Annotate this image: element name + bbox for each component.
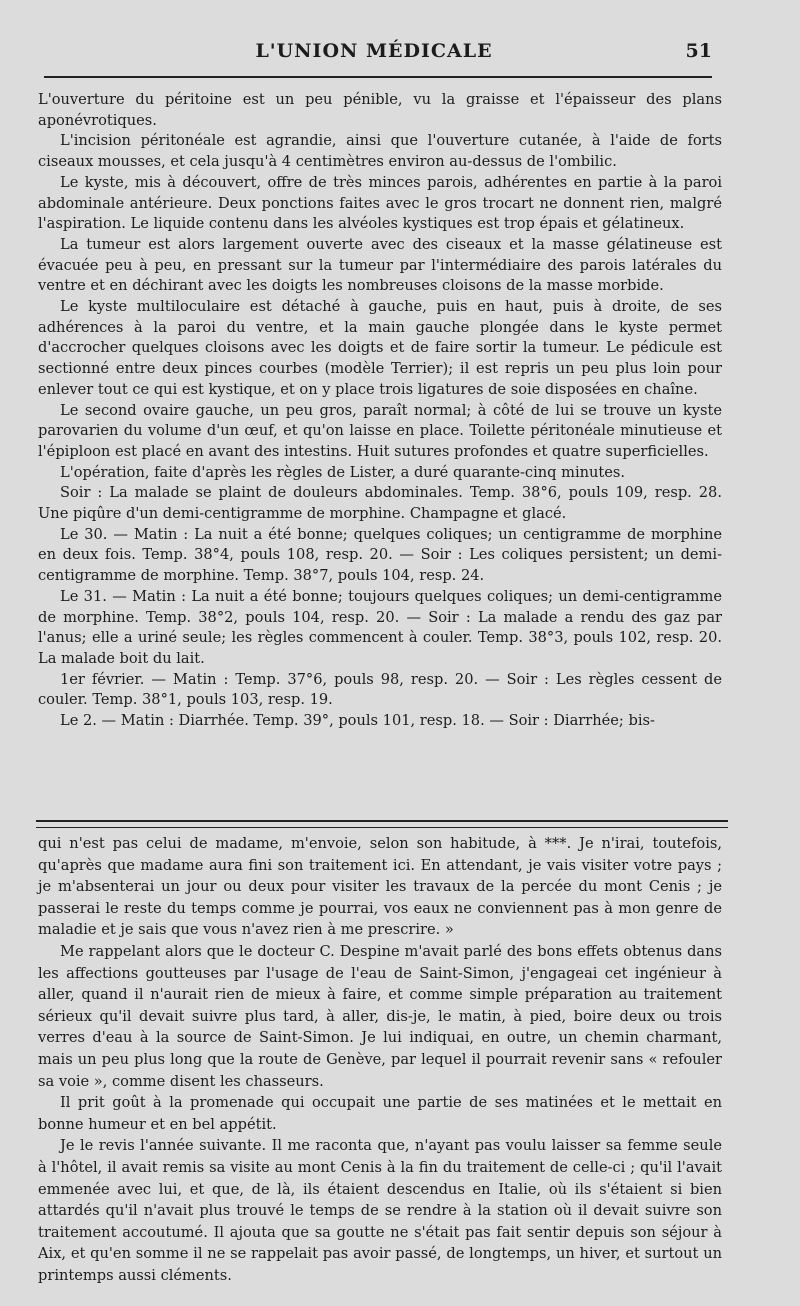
paragraph: Le kyste multiloculaire est détaché à gauche, puis en haut, puis à droite, de ses adhérences à la paroi du ventre, et la main gauche plongée dans le kyste permet d'accrocher quelques cloisons avec les doigts et de faire sortir la tumeur. Le pédicule est sectionné entre deux pinces courbes (modèle Terrier); il est repris un peu plus loin pour enlever tout ce qui est kystique, et on y place trois ligatures de soie disposées en chaîne. <box>38 298 722 398</box>
header-rule <box>44 76 712 78</box>
paragraph: L'ouverture du péritoine est un peu pénible, vu la graisse et l'épaisseur des plans aponévrotiques. <box>38 91 722 129</box>
page-number: 51 <box>685 40 712 62</box>
case-report-column <box>38 90 722 732</box>
paragraph: L'incision péritonéale est agrandie, ainsi que l'ouverture cutanée, à l'aide de forts ciseaux mousses, et cela jusqu'à 4 centimètres environ au-dessus de l'ombilic. <box>38 132 722 171</box>
running-title: L'UNION MÉDICALE <box>255 40 493 62</box>
paragraph: Je le revis l'année suivante. Il me raconta que, n'ayant pas voulu laisser sa femme seule à l'hôtel, il avait remis sa visite au mont Cenis à la fin du traitement de celle-ci ; qu'il l'avait emmenée avec lui, et que, de là, ils étaient descendus en Italie, où ils s'étaient si bien attardés qu'il n'avait plus trouvé le temps de se rendre à la station où il devait suivre son traitement accoutumé. Il ajouta que sa goutte ne s'était pas fait sentir depuis son séjour à Aix, et qu'en somme il ne se rappelait pas avoir passé, de longtemps, un hiver, et surtout un printemps aussi cléments. <box>38 1137 722 1284</box>
paragraph: Soir : La malade se plaint de douleurs abdominales. Temp. 38°6, pouls 109, resp. 28. Une piqûre d'un demi-centigramme de morphine. Champagne et glacé. <box>38 484 722 523</box>
paragraph: L'opération, faite d'après les règles de Lister, a duré quarante-cinq minutes. <box>60 463 626 481</box>
paragraph: Me rappelant alors que le docteur C. Despine m'avait parlé des bons effets obtenus dans les affections goutteuses par l'usage de l'eau de Saint-Simon, j'engageai cet ingénieur à aller, quand il n'aurait rien de mieux à faire, et comme simple préparation au traitement sérieux qu'il devait suivre plus tard, à aller, dis-je, le matin, à pied, boire deux ou trois verres d'eau à la source de Saint-Simon. Je lui indiquai, en outre, un chemin charmant, mais un peu plus long que la route de Genève, par lequel il pourrait revenir sans « refouler sa voie », comme disent les chasseurs. <box>38 942 722 1090</box>
paragraph: Le second ovaire gauche, un peu gros, paraît normal; à côté de lui se trouve un kyste parovarien du volume d'un œuf, et qu'on laisse en place. Toilette péritonéale minutieuse et l'épiploon est placé en avant des intestins. Huit sutures profondes et quatre superficielles. <box>38 401 722 460</box>
page-header <box>36 36 712 70</box>
paragraph: Le 30. — Matin : La nuit a été bonne; quelques coliques; un centigramme de morphine en deux fois. Temp. 38°4, pouls 108, resp. 20. — Soir : Les coliques persistent; un demi-centigramme de morphine. Temp. 38°7, pouls 104, resp. 24. <box>38 525 722 585</box>
paragraph: Le kyste, mis à découvert, offre de très minces parois, adhérentes en partie à la paroi abdominale antérieure. Deux ponctions faites avec le gros trocart ne donnent rien, malgré l'aspiration. Le liquide contenu dans les alvéoles kystiques est trop épais et gélatineux. <box>38 173 722 233</box>
paragraph: qui n'est pas celui de madame, m'envoie, selon son habitude, à ***. Je n'irai, toutefois, qu'après que madame aura fini son traitement ici. En attendant, je vais visiter votre pays ; je m'absenterai un jour ou deux pour visiter les travaux de la percée du mont Cenis ; je passerai le reste du temps comme je pourrai, vos eaux ne conviennent pas à mon genre de maladie et je sais que vous n'avez rien à me prescrire. » <box>38 835 722 939</box>
paragraph: 1er février. — Matin : Temp. 37°6, pouls 98, resp. 20. — Soir : Les règles cessent de couler. Temp. 38°1, pouls 103, resp. 19. <box>38 670 722 709</box>
feuilleton-separator <box>36 820 728 828</box>
paragraph: La tumeur est alors largement ouverte avec des ciseaux et la masse gélatineuse est évacuée peu à peu, en pressant sur la tumeur par l'intermédiaire des parois latérales du ventre et en déchirant avec les doigts les nombreuses cloisons de la masse morbide. <box>38 235 722 295</box>
feuilleton-column <box>38 833 722 1286</box>
paragraph: Le 31. — Matin : La nuit a été bonne; toujours quelques coliques; un demi-centigramme de morphine. Temp. 38°2, pouls 104, resp. 20. — Soir : La malade a rendu des gaz par l'anus; elle a uriné seule; les règles commencent à couler. Temp. 38°3, pouls 102, resp. 20. La malade boit du lait. <box>38 587 722 667</box>
paragraph: Le 2. — Matin : Diarrhée. Temp. 39°, pouls 101, resp. 18. — Soir : Diarrhée; bis- <box>60 712 655 730</box>
paragraph: Il prit goût à la promenade qui occupait une partie de ses matinées et le mettait en bonne humeur et en bel appétit. <box>38 1094 722 1133</box>
